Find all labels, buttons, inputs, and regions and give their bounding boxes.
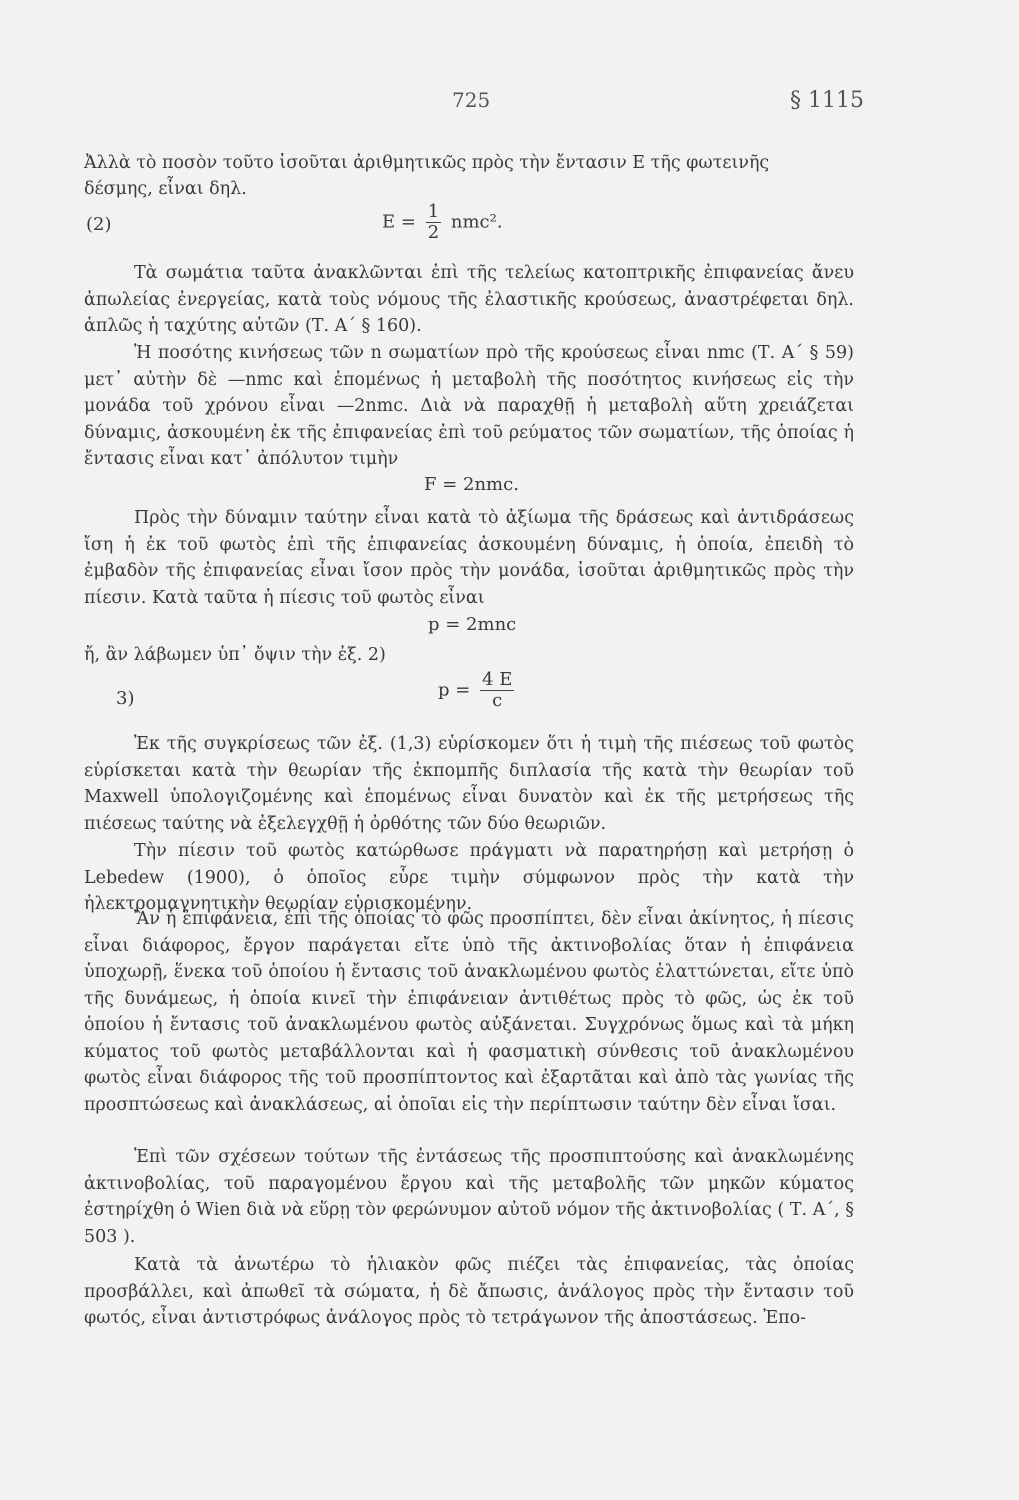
intro-line-1: Ἀλλὰ τὸ ποσὸν τοῦτο ἰσοῦται ἀριθμητικῶς πρὸς τὴν ἔντασιν Ε τῆς φωτεινῆς	[84, 153, 770, 173]
paragraph-8: Κατὰ τὰ ἀνωτέρω τὸ ἡλιακὸν φῶς πιέζει τὰς ἐπιφανείας, τὰς ὁποίας προσβάλλει, καὶ ἀπωθεῖ τὰ σώματα, ἡ δὲ ἄπωσις, ἀνάλογος πρὸς τὴν ἔντασιν τοῦ φωτός, εἶναι ἀντιστρόφως ἀνάλογος πρὸς τὸ τετράγωνον τῆς ἀποστάσεως. Ἐπο-	[84, 1255, 854, 1328]
equation-3-lhs: p =	[438, 679, 471, 701]
equation-3-denominator: c	[492, 690, 503, 711]
equation-2-fraction	[426, 202, 441, 243]
intro-text	[84, 150, 854, 202]
paragraph-2: Ἡ ποσότης κινήσεως τῶν n σωματίων πρὸ τῆς κρούσεως εἶναι nmc (Τ. Α΄ § 59) μετ᾽ αὐτὴν δὲ —nmc καὶ ἑπομένως ἡ μεταβολὴ τῆς ποσότητος κινήσεως εἰς τὴν μονάδα τοῦ χρόνου εἶναι —2nmc. Διὰ νὰ παραχθῇ ἡ μεταβολὴ αὕτη χρειάζεται δύναμις, ἀσκουμένη ἐκ τῆς ἐπιφανείας ἐπὶ τοῦ ρεύματος τῶν σωματίων, τῆς ὁποίας ἡ ἔντασις εἶναι κατ᾽ ἀπόλυτον τιμὴν	[84, 343, 854, 469]
equation-3-numerator: 4 E	[482, 669, 513, 690]
paragraph-4: Ἐκ τῆς συγκρίσεως τῶν ἐξ. (1,3) εὑρίσκομεν ὅτι ἡ τιμὴ τῆς πιέσεως τοῦ φωτὸς εὑρίσκεται κατὰ τὴν θεωρίαν τῆς ἐκπομπῆς διπλασία τῆς κατὰ τὴν θεωρίαν τοῦ Maxwell ὑπολογιζομένης καὶ ἑπομένως εἶναι δυνατὸν καὶ ἐκ τῆς μετρήσεως τῆς πιέσεως ταύτης νὰ ἐξελεγχθῇ ἡ ὀρθότης τῶν δύο θεωριῶν.	[84, 734, 854, 834]
equation-p: p = 2mnc	[428, 614, 517, 635]
paragraph-5: Τὴν πίεσιν τοῦ φωτὸς κατώρθωσε πράγματι νὰ παρατηρήσῃ καὶ μετρήσῃ ὁ Lebedew (1900), ὁ ὁποῖος εὗρε τιμὴν σύμφωνον πρὸς τὴν κατὰ τὴν ἠλεκτρομαγνητικὴν θεωρίαν εὑρισκομένην.	[84, 841, 854, 914]
section-number: § 1115	[790, 88, 864, 113]
equation-2-rhs: nmc².	[450, 211, 503, 233]
equation-2-numerator: 1	[427, 201, 440, 222]
equation-3-label: 3)	[116, 688, 135, 709]
equation-2-denominator: 2	[427, 222, 440, 243]
equation-3-fraction	[480, 670, 514, 711]
paragraph-7: Ἐπὶ τῶν σχέσεων τούτων τῆς ἐντάσεως τῆς προσπιπτούσης καὶ ἀνακλωμένης ἀκτινοβολίας, τοῦ παραγομένου ἔργου καὶ τῆς μεταβολῆς τῶν μηκῶν κύματος ἐστηρίχθη ὁ Wien διὰ νὰ εὕρῃ τὸν φερώνυμον αὐτοῦ νόμον τῆς ἀκτινοβολίας ( Τ. Α΄, § 503 ).	[84, 1147, 854, 1247]
equation-2	[382, 202, 503, 243]
equation-F: F = 2nmc.	[424, 474, 519, 495]
equation-2-reference: ἤ, ἂν λάβωμεν ὑπ᾽ ὄψιν τὴν ἐξ. 2)	[84, 645, 386, 665]
paragraph-6: Ἂν ἡ ἐπιφάνεια, ἐπὶ τῆς ὁποίας τὸ φῶς προσπίπτει, δὲν εἶναι ἀκίνητος, ἡ πίεσις εἶναι διάφορος, ἔργον παράγεται εἴτε ὑπὸ τῆς ἀκτινοβολίας ὅταν ἡ ἐπιφάνεια ὑποχωρῇ, ἕνεκα τοῦ ὁποίου ἡ ἔντασις τοῦ ἀνακλωμένου φωτὸς ἐλαττώνεται, εἴτε ὑπὸ τῆς δυνάμεως, ἡ ὁποία κινεῖ τὴν ἐπιφάνειαν ἀντιθέτως πρὸς τὸ φῶς, ὡς ἐκ τοῦ ὁποίου ἡ ἔντασις τοῦ ἀνακλωμένου φωτὸς αὐξάνεται. Συγχρόνως ὅμως καὶ τὰ μήκη κύματος τοῦ φωτὸς μεταβάλλονται καὶ ἡ φασματικὴ σύνθεσις τοῦ ἀνακλωμένου φωτὸς εἶναι διάφορος τῆς τοῦ προσπίπτοντος καὶ ἐξαρτᾶται καὶ ἀπὸ τὰς γωνίας τῆς προσπτώσεως καὶ ἀνακλάσεως, αἱ ὁποῖαι εἰς τὴν περίπτωσιν ταύτην δὲν εἶναι ἴσαι.	[84, 909, 854, 1115]
page-number: 725	[452, 88, 491, 112]
paragraph-1: Τὰ σωμάτια ταῦτα ἀνακλῶνται ἐπὶ τῆς τελείως κατοπτρικῆς ἐπιφανείας ἄνευ ἀπωλείας ἐνεργείας, κατὰ τοὺς νόμους τῆς ἐλαστικῆς κρούσεως, ἀναστρέφεται δηλ. ἁπλῶς ἡ ταχύτης αὐτῶν (Τ. Α΄ § 160).	[84, 263, 854, 336]
equation-3	[438, 670, 518, 711]
paragraph-3: Πρὸς τὴν δύναμιν ταύτην εἶναι κατὰ τὸ ἀξίωμα τῆς δράσεως καὶ ἀντιδράσεως ἴση ἡ ἐκ τοῦ φωτὸς ἐπὶ τῆς ἐπιφανείας ἀσκουμένη δύναμις, ἡ ὁποία, ἐπειδὴ τὸ ἐμβαδὸν τῆς ἐπιφανείας εἶναι ἴσον πρὸς τὴν μονάδα, ἰσοῦται ἀριθμητικῶς πρὸς τὴν πίεσιν. Κατὰ ταῦτα ἡ πίεσις τοῦ φωτὸς εἶναι	[84, 508, 854, 608]
equation-2-label: (2)	[86, 214, 112, 235]
intro-line-2: δέσμης, εἶναι δηλ.	[84, 179, 247, 199]
equation-2-lhs: E =	[382, 211, 416, 233]
